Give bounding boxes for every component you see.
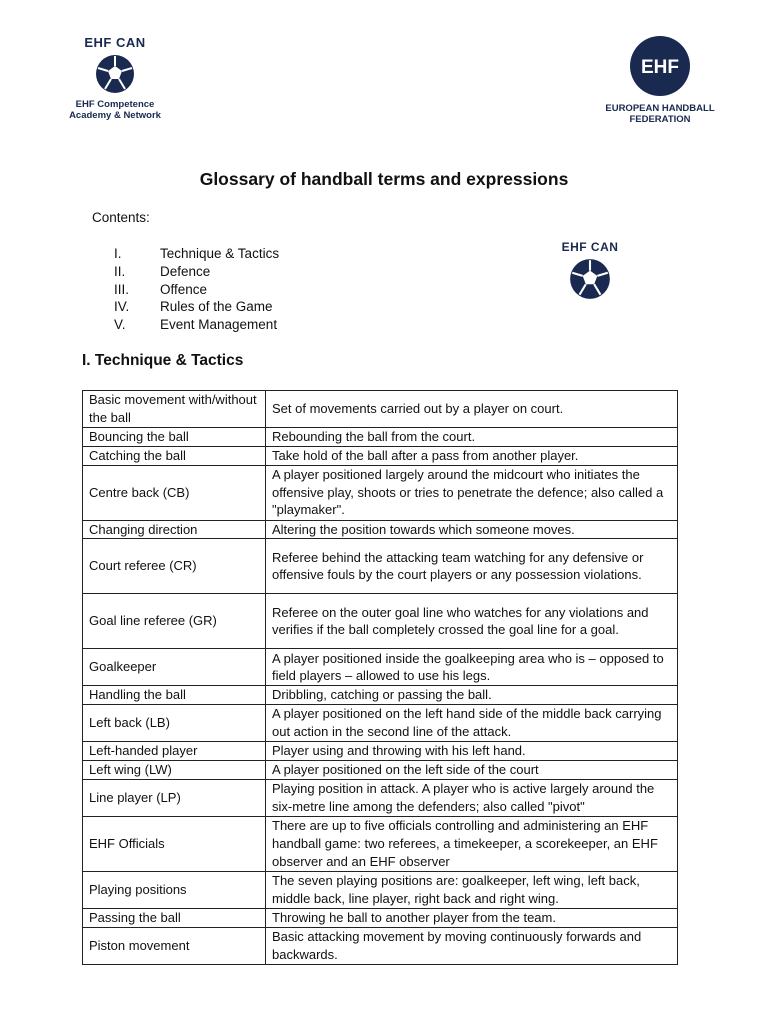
definition-cell: A player positioned largely around the midcourt who initiates the offensive play, shoots or tries to penetrate the defence; also called a "playmaker". [266, 465, 678, 520]
table-row [83, 465, 678, 520]
contents-item-number: I. [114, 246, 122, 261]
definition-cell: Dribbling, catching or passing the ball. [266, 686, 678, 705]
definition-cell: A player positioned inside the goalkeeping area who is – opposed to field players – allowed to use his legs. [266, 649, 678, 686]
contents-item [114, 281, 279, 299]
section-heading: I. Technique & Tactics [82, 352, 244, 369]
definition-cell: Player using and throwing with his left hand. [266, 742, 678, 761]
table-row [83, 649, 678, 686]
handball-icon [567, 256, 613, 302]
contents-item [114, 263, 279, 281]
contents-item-number: II. [114, 263, 126, 279]
handball-icon [93, 52, 137, 96]
can-logo-word: EHF CAN [84, 35, 146, 50]
definition-cell: Take hold of the ball after a pass from another player. [266, 446, 678, 465]
term-cell: Catching the ball [83, 446, 266, 465]
table-row [83, 760, 678, 779]
contents-item-number: IV. [114, 299, 130, 315]
term-cell: Left back (LB) [83, 705, 266, 742]
table-row [83, 539, 678, 594]
contents-item [114, 316, 279, 334]
table-row [83, 520, 678, 539]
ehf-logo-caption-1: EUROPEAN HANDBALL [605, 103, 715, 114]
contents-item-label: Technique & Tactics [160, 246, 280, 261]
term-cell: Court referee (CR) [83, 539, 266, 594]
table-row [83, 742, 678, 761]
definition-cell: Throwing he ball to another player from the team. [266, 908, 678, 927]
definition-cell: There are up to five officials controlling and administering an EHF handball game: two referees, a timekeeper, a scorekeeper, an EHF observer and an EHF observer [266, 816, 678, 871]
table-row [83, 428, 678, 447]
contents-item-label: Rules of the Game [160, 299, 273, 315]
contents-item-number: V. [114, 317, 126, 333]
definition-cell: Set of movements carried out by a player on court. [266, 391, 678, 428]
term-cell: Playing positions [83, 871, 266, 908]
table-row [83, 391, 678, 428]
definition-cell: Playing position in attack. A player who is active largely around the six-metre line among the defenders; also called "pivot" [266, 779, 678, 816]
glossary-table [82, 390, 678, 965]
term-cell: Bouncing the ball [83, 428, 266, 447]
term-cell: Changing direction [83, 520, 266, 539]
table-row [83, 705, 678, 742]
table-row [83, 871, 678, 908]
table-row [83, 908, 678, 927]
ehf-emblem-text: EHF [641, 57, 679, 78]
can-logo-caption-1: EHF Competence [75, 99, 155, 110]
definition-cell: A player positioned on the left side of the court [266, 760, 678, 779]
definition-cell: Referee on the outer goal line who watches for any violations and verifies if the ball completely crossed the goal line for a goal. [266, 594, 678, 649]
contents-list [114, 245, 279, 334]
ehf-can-logo [60, 35, 170, 121]
ehf-emblem-icon [629, 35, 691, 97]
table-row [83, 686, 678, 705]
definition-cell: Rebounding the ball from the court. [266, 428, 678, 447]
ehf-federation-logo [596, 35, 724, 125]
table-row [83, 446, 678, 465]
ehf-can-logo-watermark [545, 240, 635, 302]
definition-cell: Basic attacking movement by moving continuously forwards and backwards. [266, 927, 678, 964]
table-row [83, 927, 678, 964]
term-cell: EHF Officials [83, 816, 266, 871]
definition-cell: A player positioned on the left hand side of the middle back carrying out action in the second line of the attack. [266, 705, 678, 742]
can-logo-word: EHF CAN [561, 240, 619, 254]
term-cell: Handling the ball [83, 686, 266, 705]
contents-item [114, 298, 279, 316]
term-cell: Left wing (LW) [83, 760, 266, 779]
definition-cell: Altering the position towards which someone moves. [266, 520, 678, 539]
contents-label: Contents: [92, 210, 150, 225]
term-cell: Left-handed player [83, 742, 266, 761]
term-cell: Goal line referee (GR) [83, 594, 266, 649]
term-cell: Line player (LP) [83, 779, 266, 816]
table-row [83, 594, 678, 649]
term-cell: Basic movement with/without the ball [83, 391, 266, 428]
term-cell: Passing the ball [83, 908, 266, 927]
term-cell: Piston movement [83, 927, 266, 964]
ehf-logo-caption-2: FEDERATION [629, 114, 691, 125]
contents-item [114, 245, 279, 263]
contents-item-label: Defence [160, 263, 211, 279]
table-row [83, 779, 678, 816]
contents-item-label: Offence [160, 281, 208, 297]
table-row [83, 816, 678, 871]
contents-item-number: III. [114, 281, 130, 297]
term-cell: Centre back (CB) [83, 465, 266, 520]
contents-item-label: Event Management [160, 317, 278, 333]
document-title: Glossary of handball terms and expressions [199, 169, 569, 189]
definition-cell: The seven playing positions are: goalkeeper, left wing, left back, middle back, line player, right back and right wing. [266, 871, 678, 908]
can-logo-caption-2: Academy & Network [69, 110, 161, 121]
definition-cell: Referee behind the attacking team watching for any defensive or offensive fouls by the court players or any possession violations. [266, 539, 678, 594]
term-cell: Goalkeeper [83, 649, 266, 686]
